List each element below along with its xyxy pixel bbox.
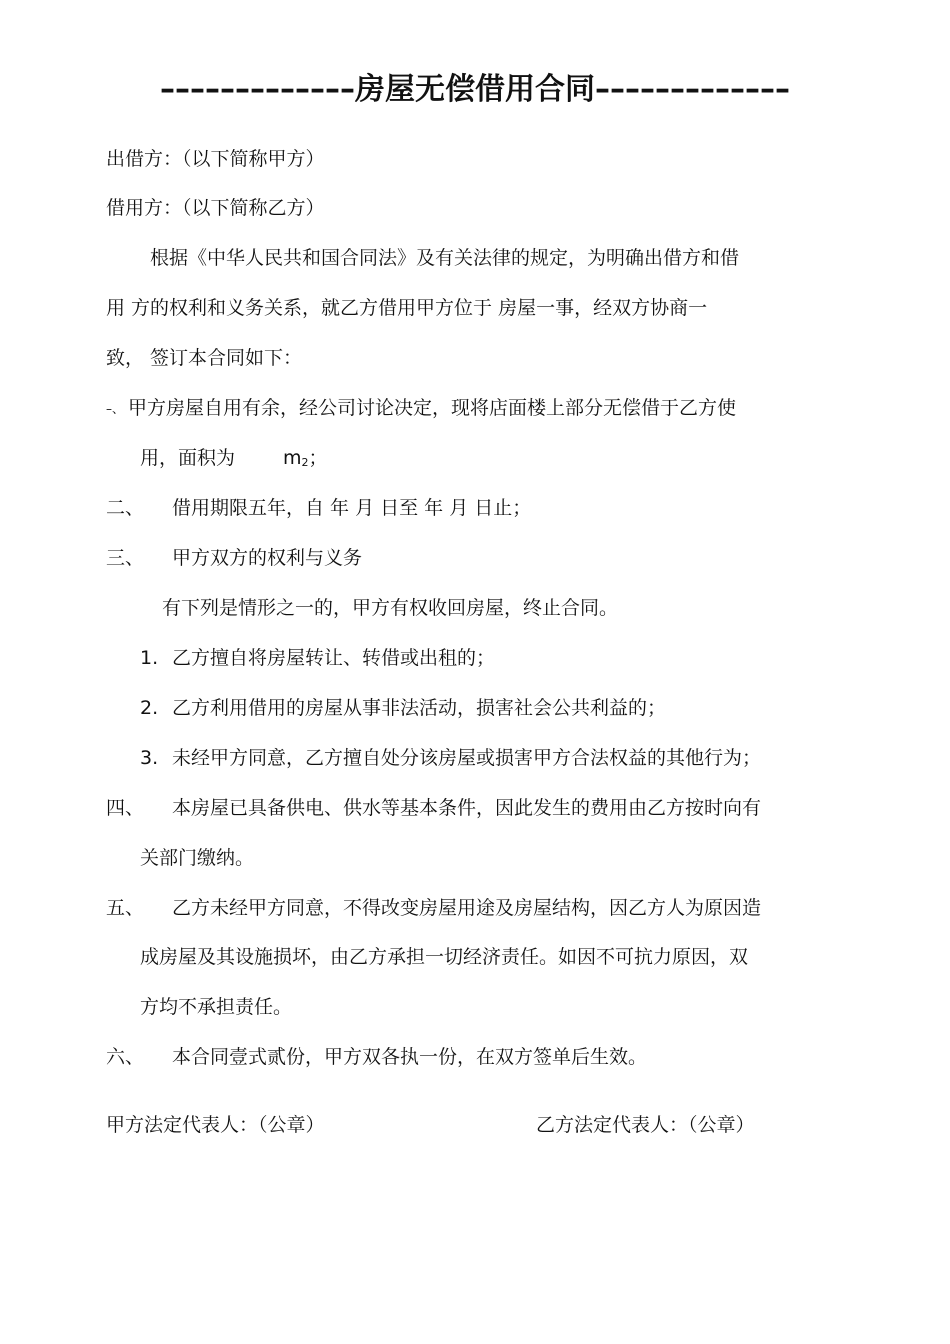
intro-line-1: 根据《中华人民共和国合同法》及有关法律的规定，为明确出借方和借 xyxy=(150,247,740,269)
borrower-line: 借用方：（以下简称乙方） xyxy=(106,197,325,219)
clause-2-text: 借用期限五年，自 年 月 日至 年 月 日止； xyxy=(172,497,532,519)
intro-line-2: 用 方的权利和义务关系，就乙方借用甲方位于 房屋一事，经双方协商一 xyxy=(106,297,708,319)
party-b-signature: 乙方法定代表人：（公章） xyxy=(536,1114,755,1136)
clause-3-marker: 三、 xyxy=(106,547,145,569)
clause-1-marker: –、 xyxy=(106,402,125,416)
clause-1-unit: m xyxy=(283,447,302,469)
clause-1-area-label: 用，面积为 xyxy=(140,447,236,469)
clause-5-marker: 五、 xyxy=(106,897,145,919)
clause-4-line-2: 关部门缴纳。 xyxy=(140,847,255,869)
item-1-text: 乙方擅自将房屋转让、转借或出租的； xyxy=(172,647,496,669)
intro-line-3: 致， 签订本合同如下： xyxy=(106,347,303,369)
clause-5-line-2: 成房屋及其设施损坏，由乙方承担一切经济责任。如因不可抗力原因，双 xyxy=(140,946,749,968)
item-3-number: 3. xyxy=(140,747,159,769)
clause-3-text: 甲方双方的权利与义务 xyxy=(172,547,363,569)
clause-1-unit-sup: 2 xyxy=(301,456,309,469)
document-title: –––––––––––––房屋无偿借用合同––––––––––––– xyxy=(160,72,790,107)
item-3-text: 未经甲方同意，乙方擅自处分该房屋或损害甲方合法权益的其他行为； xyxy=(172,747,762,769)
item-2-text: 乙方利用借用的房屋从事非法活动，损害社会公共利益的； xyxy=(172,697,667,719)
item-2-number: 2. xyxy=(140,697,159,719)
lender-line: 出借方：（以下简称甲方） xyxy=(106,148,325,170)
clause-2-marker: 二、 xyxy=(106,497,145,519)
clause-4-line-1: 本房屋已具备供电、供水等基本条件，因此发生的费用由乙方按时向有 xyxy=(172,797,762,819)
clause-6-marker: 六、 xyxy=(106,1046,145,1068)
clause-4-marker: 四、 xyxy=(106,797,145,819)
clause-1-line-1: 甲方房屋自用有余，经公司讨论决定，现将店面楼上部分无偿借于乙方使 xyxy=(128,397,737,419)
clause-1-tail: ； xyxy=(308,447,328,469)
clause-5-line-1: 乙方未经甲方同意，不得改变房屋用途及房屋结构，因乙方人为原因造 xyxy=(172,897,762,919)
party-a-signature: 甲方法定代表人：（公章） xyxy=(106,1114,325,1136)
clause-6-text: 本合同壹式贰份，甲方双各执一份，在双方签单后生效。 xyxy=(172,1046,648,1068)
item-1-number: 1. xyxy=(140,647,159,669)
clause-3-intro: 有下列是情形之一的，甲方有权收回房屋，终止合同。 xyxy=(162,597,619,619)
clause-1-line-2 xyxy=(140,445,328,476)
clause-5-line-3: 方均不承担责任。 xyxy=(140,996,293,1018)
